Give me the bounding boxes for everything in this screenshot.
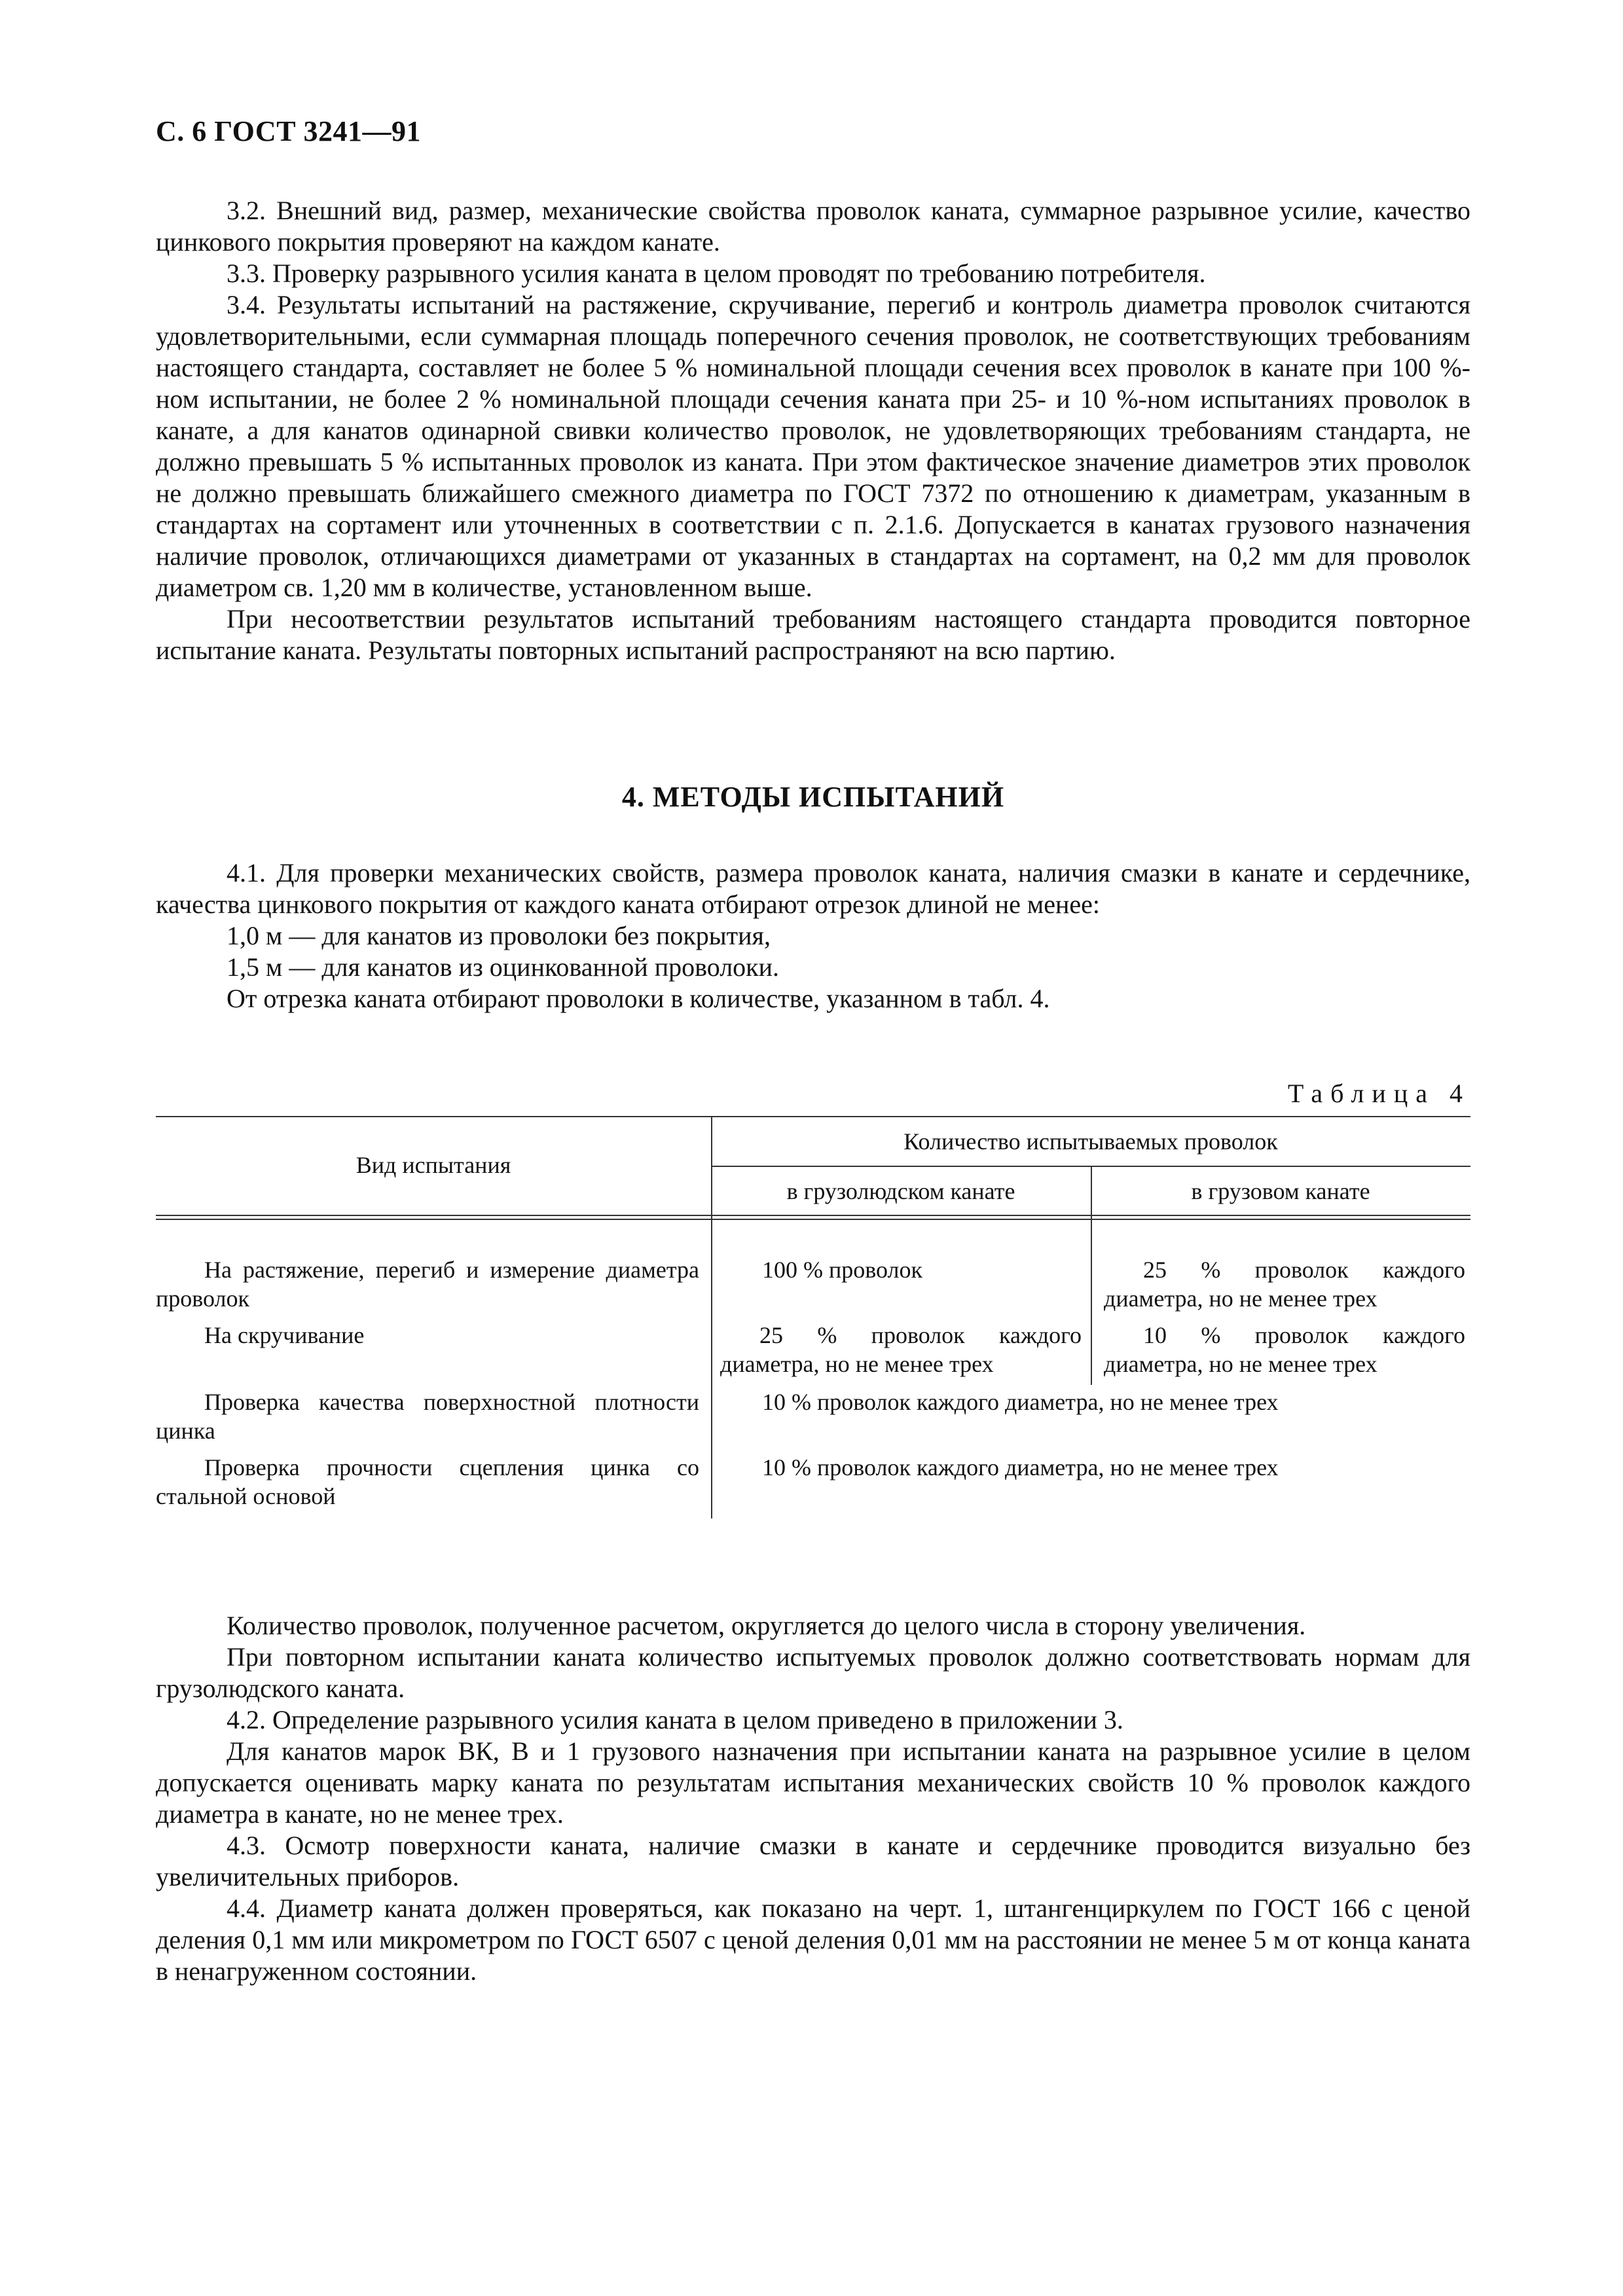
table-rule-top [156, 1116, 1470, 1117]
page-header: С. 6 ГОСТ 3241—91 [156, 115, 422, 147]
table-4-title: Таблица 4 [1287, 1079, 1470, 1108]
section-4-heading: 4. МЕТОДЫ ИСПЫТАНИЙ [621, 781, 1005, 813]
paragraph-rounding: Количество проволок, полученное расчетом, округляется до целого числа в сторону увеличения. [227, 1611, 1306, 1640]
table-row-4-both: 10 % проволок каждого диаметра, но не менее трех [762, 1454, 1279, 1480]
paragraph-4-3: 4.3. Осмотр поверхности каната, наличие смазки в канате и сердечнике проводится визуально без увеличительных приборов. [156, 1831, 1470, 1892]
paragraph-4-4: 4.4. Диаметр каната должен проверяться, как показано на черт. 1, штангенциркулем по ГОСТ 166 с ценой деления 0,1 мм или микрометром по ГОСТ 6507 с ценой деления 0,01 мм на расстоянии не менее 5 м от конца каната в ненагруженном состоянии. [156, 1893, 1470, 1986]
paragraph-3-2: 3.2. Внешний вид, размер, механические свойства проволок каната, суммарное разрывное усилие, качество цинкового покрытия проверяют на каждом канате. [156, 196, 1470, 257]
table-header-cargo: в грузовом канате [1191, 1178, 1370, 1204]
table-row-1-test: На растяжение, перегиб и измерение диаметра проволок [156, 1257, 699, 1312]
table-header-test: Вид испытания [356, 1152, 511, 1178]
paragraph-4-1: 4.1. Для проверки механических свойств, размера проволок каната, наличия смазки в канате и сердечнике, качества цинкового покрытия от каждого каната отбирают отрезок длиной не менее: [156, 858, 1470, 919]
section-4-text [156, 857, 1470, 1014]
table-header-group: Количество испытываемых проволок [903, 1128, 1278, 1155]
section-3-text [156, 195, 1470, 666]
table-row-3-both: 10 % проволок каждого диаметра, но не менее трех [762, 1389, 1279, 1415]
paragraph-table-ref: От отрезка каната отбирают проволоки в количестве, указанном в табл. 4. [227, 984, 1050, 1013]
paragraph-4-2: 4.2. Определение разрывного усилия каната в целом приведено в приложении 3. [227, 1705, 1123, 1734]
paragraph-3-3: 3.3. Проверку разрывного усилия каната в целом проводят по требованию потребителя. [227, 259, 1206, 288]
table-header-passenger: в грузолюдском канате [786, 1178, 1015, 1204]
after-table-text [156, 1610, 1470, 1987]
paragraph-brands: Для канатов марок ВК, В и 1 грузового назначения при испытании каната на разрывное усилие в целом допускается оценивать марку каната по результатам испытания механических свойств 10 % проволок каждого диаметра в канате, но не менее трех. [156, 1736, 1470, 1829]
table-row-1-passenger: 100 % проволок [762, 1257, 922, 1283]
paragraph-3-4: 3.4. Результаты испытаний на растяжение, скручивание, перегиб и контроль диаметра проволок считаются удовлетворительными, если суммарная площадь поперечного сечения проволок, не соответствующих требованиям настоящего стандарта, составляет не более 5 % номинальной площади сечения всех проволок в канате при 100 %-ном испытании, не более 2 % номинальной площади сечения каната при 25- и 10 %-ном испытаниях проволок в канате, а для канатов одинарной свивки количество проволок, не удовлетворяющих требованиям стандарта, не должно превышать 5 % испытанных проволок из каната. При этом фактическое значение диаметров этих проволок не должно превышать ближайшего смежного диаметра по ГОСТ 7372 по отношению к диаметрам, указанным в стандартах на сортамент или уточненных в соответствии с п. 2.1.6. Допускается в канатах грузового назначения наличие проволок, отличающихся диаметрами от указанных в стандартах на сортамент, на 0,2 мм для проволок диаметром св. 1,20 мм в количестве, установленном выше. [156, 290, 1470, 602]
table-row-3-test: Проверка качества поверхностной плотности цинка [156, 1389, 699, 1444]
table-row-2-test: На скручивание [204, 1322, 365, 1348]
table-row-4-test: Проверка прочности сцепления цинка со стальной основой [156, 1454, 699, 1509]
table-rule-header-1 [156, 1215, 1470, 1216]
table-row-1-cargo: 25 % проволок каждого диаметра, но не менее трех [1104, 1257, 1465, 1312]
list-item-length-1: 1,0 м — для канатов из проволоки без покрытия, [227, 921, 771, 950]
table-row-2-passenger: 25 % проволок каждого диаметра, но не менее трех [720, 1322, 1082, 1377]
paragraph-repeat-test: При повторном испытании каната количество испытуемых проволок должно соответствовать нормам для грузолюдского каната. [156, 1642, 1470, 1703]
paragraph-retest: При несоответствии результатов испытаний требованиям настоящего стандарта проводится повторное испытание каната. Результаты повторных испытаний распространяют на всю партию. [156, 604, 1470, 665]
table-row-2-cargo: 10 % проволок каждого диаметра, но не менее трех [1104, 1322, 1465, 1377]
list-item-length-2: 1,5 м — для канатов из оцинкованной проволоки. [227, 952, 780, 982]
table-rule-header-2 [156, 1219, 1470, 1220]
